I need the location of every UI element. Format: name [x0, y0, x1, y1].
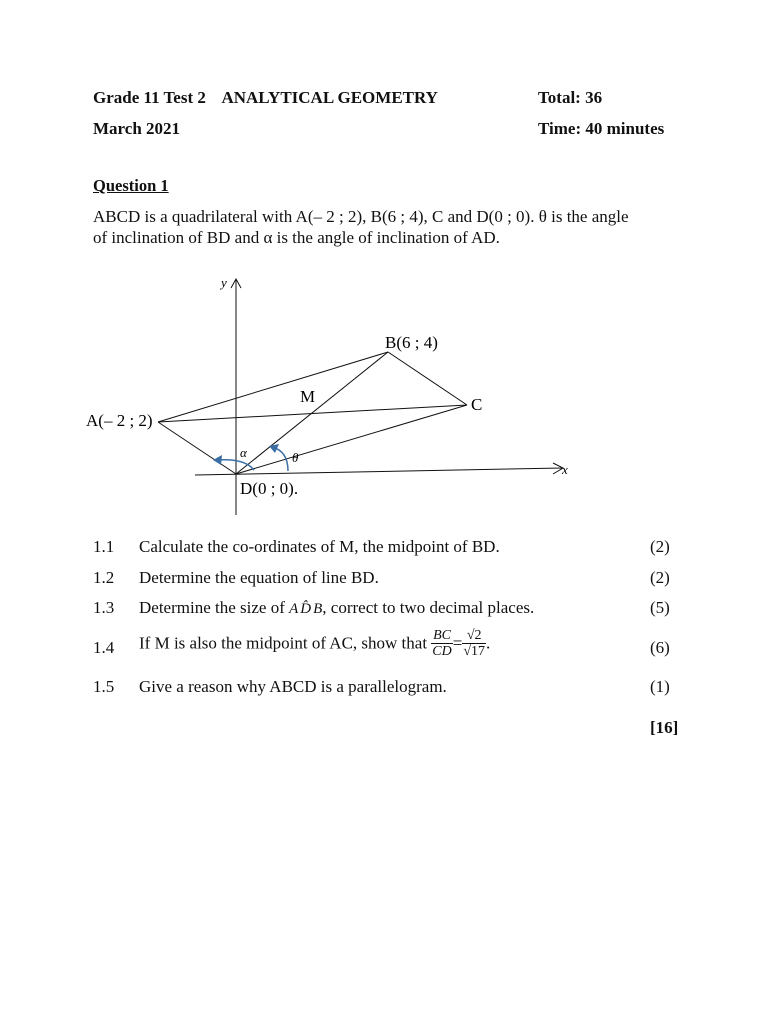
alpha-arrow-icon	[213, 455, 222, 465]
item-number: 1.2	[93, 568, 115, 587]
question-title: Question 1	[93, 176, 169, 195]
total-marks: [16]	[650, 718, 679, 737]
item-text	[139, 628, 490, 659]
item-text: Determine the equation of line BD.	[139, 568, 379, 587]
item-text: Calculate the co-ordinates of M, the midpoint of BD.	[139, 537, 500, 556]
point-D-label: D(0 ; 0).	[240, 479, 299, 498]
diagonal-BD	[236, 352, 388, 474]
question-intro-line1: ABCD is a quadrilateral with A(– 2 ; 2), B(6 ; 4), C and D(0 ; 0). θ is the angle	[93, 207, 629, 226]
item-number: 1.4	[93, 638, 115, 657]
theta-label: θ	[292, 450, 299, 465]
x-axis	[195, 468, 563, 475]
fraction-root2-root17	[462, 628, 486, 659]
fraction-numerator: √2	[462, 628, 486, 644]
fraction-numerator: BC	[433, 628, 451, 643]
item-text: Give a reason why ABCD is a parallelogram.	[139, 677, 447, 696]
item-text-after: , correct to two decimal places.	[322, 598, 535, 617]
total-label: Total: 36	[538, 88, 603, 107]
item-marks: (1)	[650, 677, 670, 696]
item-number: 1.3	[93, 598, 115, 617]
point-B-label: B(6 ; 4)	[385, 333, 438, 352]
math-angle-A: A	[289, 601, 299, 617]
x-axis-label: x	[562, 462, 568, 477]
time-label: Time: 40 minutes	[538, 119, 665, 138]
grade-test-label: Grade 11 Test 2	[93, 88, 206, 107]
fraction-denominator: CD	[432, 644, 452, 659]
item-text-after: .	[486, 633, 491, 653]
point-M-label: M	[300, 387, 316, 406]
item-marks: (6)	[650, 638, 670, 657]
item-text-before: Determine the size of	[139, 598, 290, 617]
question-intro-line2: of inclination of BD and α is the angle of inclination of AD.	[93, 228, 500, 247]
fraction-denominator: √17	[463, 644, 486, 659]
item-text	[139, 598, 534, 618]
item-marks: (2)	[650, 537, 670, 556]
item-marks: (2)	[650, 568, 670, 587]
side-BC	[388, 352, 467, 405]
date-label: March 2021	[93, 119, 181, 138]
math-angle-D: D̂	[300, 601, 312, 617]
side-AD	[158, 422, 236, 474]
math-angle-B: B	[313, 601, 323, 617]
point-C-label: C	[471, 395, 483, 414]
item-number: 1.1	[93, 537, 115, 556]
point-A-label: A(– 2 ; 2)	[86, 411, 153, 430]
fraction-bc-cd	[431, 628, 452, 659]
item-number: 1.5	[93, 677, 115, 696]
alpha-label: α	[240, 445, 247, 460]
item-text-before: If M is also the midpoint of AC, show that	[139, 633, 432, 653]
item-marks: (5)	[650, 598, 670, 617]
equals-sign: =	[452, 633, 463, 653]
y-axis-label: y	[221, 275, 227, 290]
subject-label: ANALYTICAL GEOMETRY	[221, 88, 438, 107]
